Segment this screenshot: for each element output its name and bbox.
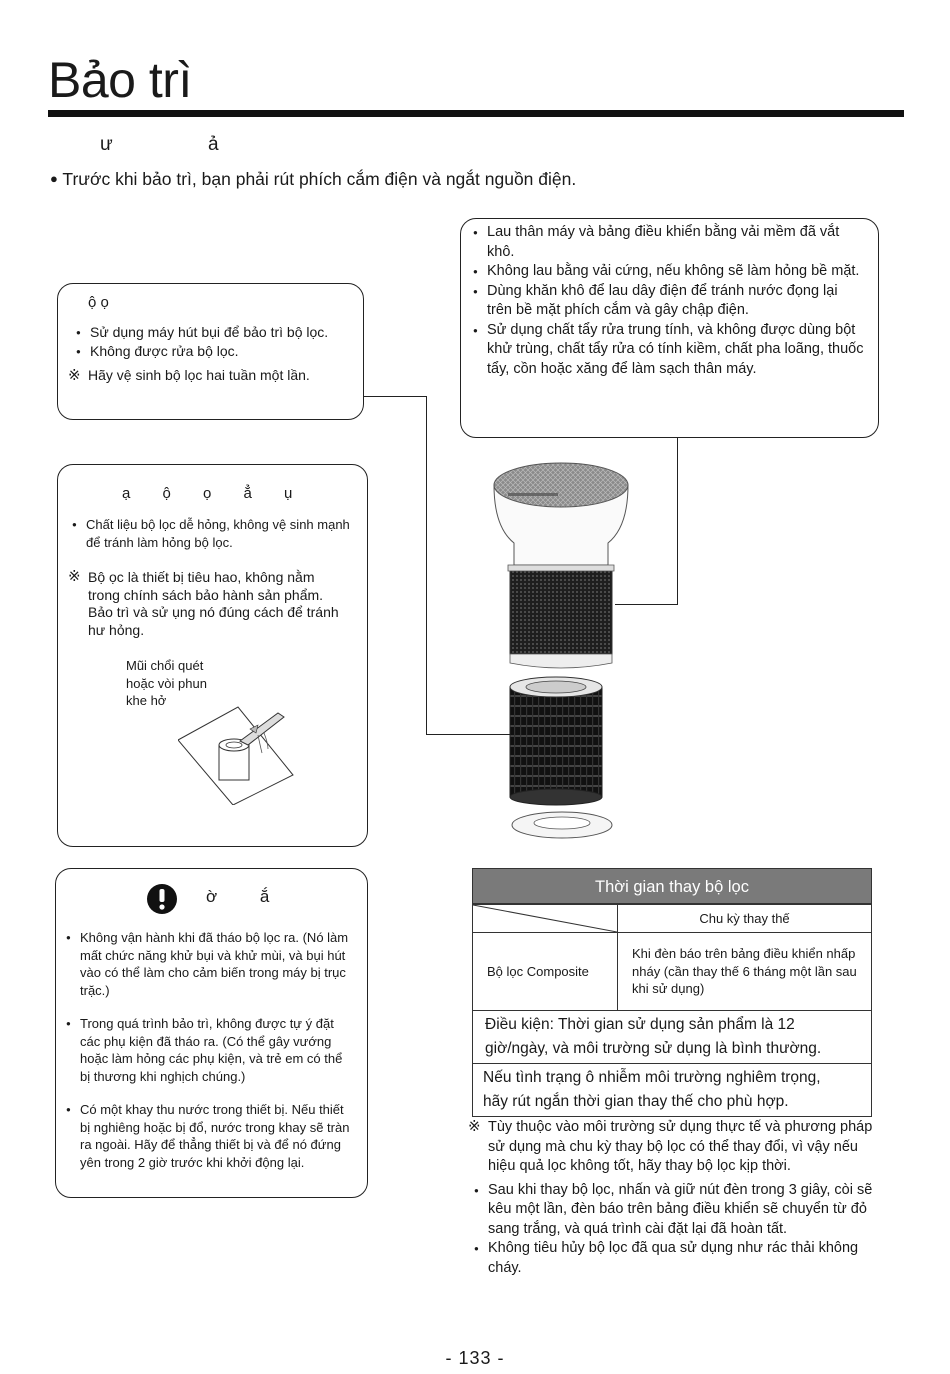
table-condition: Điều kiện: Thời gian sử dụng sản phẩm là 12 giờ/ngày, và môi trường sử dụng là bình thường.	[472, 1011, 872, 1064]
title-rule	[48, 110, 904, 117]
warning-item-3: ● Có một khay thu nước trong thiết bị. Nếu thiết bị nghiêng hoặc bị đổ, nước trong khay sẽ tràn ra ngoài. Hãy để thẳng thiết bị và để nó đứng yên trong 2 giờ trước khi khởi động lại.	[66, 1101, 355, 1171]
connector-line	[364, 396, 426, 397]
connector-line	[426, 396, 427, 734]
warning-item-2: ● Trong quá trình bảo trì, không được tự ý đặt các phụ kiện đã tháo ra. (Có thể gây vướng hoặc làm hỏng các phụ kiện, và trẻ em có thể bị thương khi nghịch chúng.)	[66, 1015, 355, 1085]
body-item-1: ● Lau thân máy và bảng điều khiển bằng vải mềm đã vắt khô.	[473, 223, 864, 262]
filter-box-title: ộ ọ	[88, 294, 109, 311]
bottom-item-2: ● Không tiêu hủy bộ lọc đã qua sử dụng như rác thải không cháy.	[474, 1239, 873, 1278]
caution-item-1: ● Chất liệu bộ lọc dễ hỏng, không vệ sinh mạnh để tránh làm hỏng bộ lọc.	[72, 516, 353, 551]
exclamation-circle-icon	[146, 883, 178, 915]
filter-replacement-table	[472, 868, 872, 1117]
filter-note: ※ Hãy vệ sinh bộ lọc hai tuần một lần.	[68, 367, 349, 383]
filter-box	[57, 283, 364, 420]
bottom-notes	[468, 1118, 873, 1278]
warning-header	[66, 883, 355, 919]
table-col-header: Chu kỳ thay thế	[618, 905, 872, 933]
page-number: - 133 -	[445, 1348, 505, 1368]
intro-bullet	[50, 169, 576, 190]
body-item-4: ● Sử dụng chất tẩy rửa trung tính, và không được dùng bột khử trùng, chất tẩy rửa có tính kiềm, chất pha loãng, thuốc tẩy, cồn hoặc xăng để làm sạch thân máy.	[473, 321, 864, 380]
filter-item-1: ● Sử dụng máy hút bụi để bảo trì bộ lọc.	[76, 323, 349, 342]
diagonal-line	[473, 905, 617, 932]
section-subheading: ư ả	[100, 134, 219, 155]
table-row-label: Bộ lọc Composite	[473, 933, 618, 1011]
intro-text: Trước khi bảo trì, bạn phải rút phích cắm điện và ngắt nguồn điện.	[62, 169, 577, 189]
table-severe: Nếu tình trạng ô nhiễm môi trường nghiêm trọng, hãy rút ngắn thời gian thay thế cho phù hợp.	[472, 1064, 872, 1117]
filter-caution-box	[57, 464, 368, 847]
warning-title: ờ ắ	[206, 887, 270, 906]
table-row-value: Khi đèn báo trên bảng điều khiển nhấp nháy (cần thay thế 6 tháng một lần sau khi sử dụng)	[618, 933, 872, 1011]
body-cleaning-box	[460, 218, 879, 438]
caution-note: ※ Bộ ọc là thiết bị tiêu hao, không nằm trong chính sách bảo hành sản phẩm. Bảo trì và sử ụng nó đúng cách để tránh hư hỏng.	[68, 569, 353, 639]
warning-item-1: ● Không vận hành khi đã tháo bộ lọc ra. (Nó làm mất chức năng khử bụi và khử mùi, và bụi hút vào có thể làm cho cảm biến trong máy bị trục trặc.)	[66, 929, 355, 999]
page-title: Bảo trì	[48, 52, 192, 108]
warning-box	[55, 868, 368, 1198]
bottom-item-1: ● Sau khi thay bộ lọc, nhấn và giữ nút đèn trong 3 giây, còi sẽ kêu một lần, đèn báo trên bảng điều khiển sẽ chuyển từ đỏ sang trắng, và quá trình cài đặt lại đã hoàn tất.	[474, 1181, 873, 1240]
table-corner-cell	[473, 905, 618, 933]
body-item-2: ● Không lau bằng vải cứng, nếu không sẽ làm hỏng bề mặt.	[473, 262, 864, 282]
caution-title: ạ ộ ọ ẳ ụ	[122, 485, 293, 502]
body-item-3: ● Dùng khăn khô để lau dây điện để tránh nước đọng lại trên bề mặt phích cắm và gây chập điện.	[473, 282, 864, 321]
bottom-note: ※ Tùy thuộc vào môi trường sử dụng thực tế và phương pháp sử dụng mà chu kỳ thay bộ lọc có thể thay đổi, vì vậy nếu hiệu quả lọc không tốt, hãy thay bộ lọc kịp thời.	[468, 1118, 873, 1177]
table-header: Thời gian thay bộ lọc	[472, 868, 872, 904]
table-grid	[472, 904, 872, 1011]
vacuum-brush-on-filter-illustration	[178, 705, 318, 805]
connector-line	[677, 438, 678, 605]
bullet-icon: ●	[50, 171, 58, 186]
air-purifier-exploded-view-illustration	[488, 455, 634, 845]
figure-caption: Mũi chổi quét hoặc vòi phun khe hở	[126, 658, 207, 708]
filter-item-2: ● Không được rửa bộ lọc.	[76, 342, 349, 361]
